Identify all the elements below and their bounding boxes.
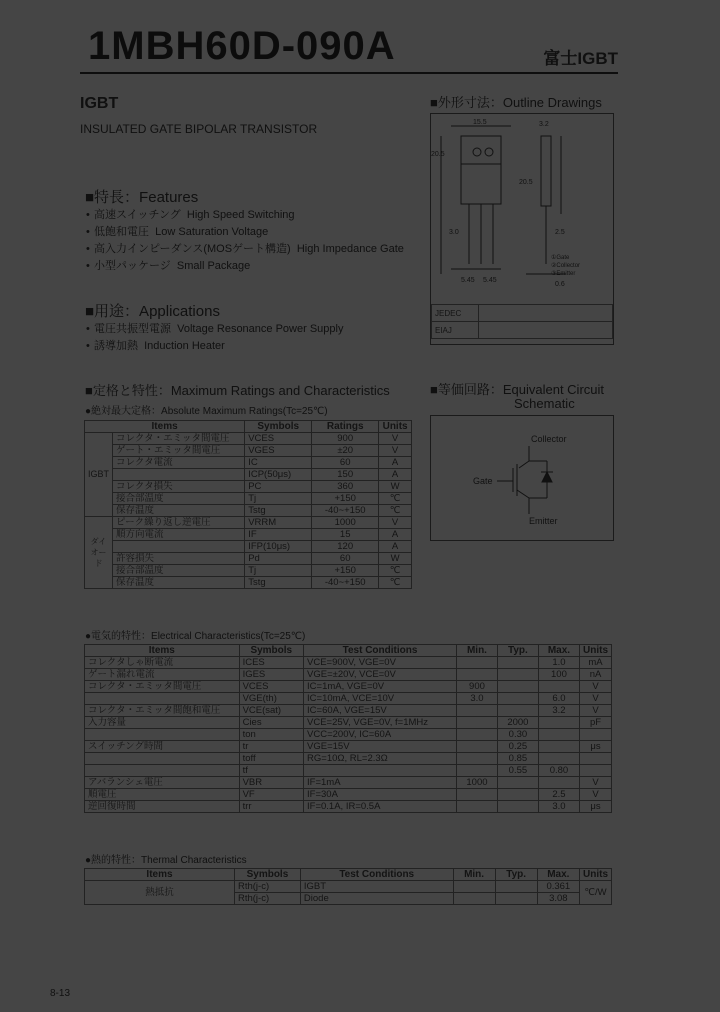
thermal-characteristics-table (84, 868, 612, 905)
pin-label: ②Collector (551, 263, 581, 269)
outline-dim: 5.45 (483, 277, 497, 284)
table-row: 許容損失 Pd 60 W (85, 553, 412, 565)
list-item: • 高速スイッチング High Speed Switching (86, 209, 295, 221)
table-row: ゲート・エミッタ間電圧 VGES ±20 V (85, 445, 412, 457)
table-row: 熱抵抗 Rth(j-c) IGBT 0.361 ℃/W (85, 881, 612, 893)
table-row: 順電圧 VF IF=30A 2.5 V (85, 789, 612, 801)
table-row: コレクタ損失 PC 360 W (85, 481, 412, 493)
table-row: スイッチング時間 tr VGE=15V 0.25 μs (85, 741, 612, 753)
pin-label: ①Gate (551, 255, 570, 261)
collector-label: Collector (531, 434, 567, 444)
table-row: コレクタしゃ断電流 ICES VCE=900V, VGE=0V 1.0 mA (85, 657, 612, 669)
applications-heading: ■用途：Applications (85, 303, 220, 320)
table-row: Rth(j-c) Diode 3.08 (85, 893, 612, 905)
table-row: 入力容量 Cies VCE=25V, VGE=0V, f=1MHz 2000 pF (85, 717, 612, 729)
outline-dim: 3.0 (449, 229, 459, 236)
table-row: コレクタ電流 IC 60 A (85, 457, 412, 469)
outline-dim: 0.6 (555, 281, 565, 288)
header-rule (80, 72, 618, 74)
list-item: • 誘導加熱 Induction Heater (86, 340, 225, 352)
table-row: toff RG=10Ω, RL=2.3Ω 0.85 (85, 753, 612, 765)
pin-label: ③Emitter (551, 271, 576, 277)
table-row: tf 0.55 0.80 (85, 765, 612, 777)
features-heading: ■特長：Features (85, 189, 199, 206)
emitter-label: Emitter (529, 516, 558, 526)
circuit-box (430, 415, 614, 541)
outline-dim: 20.5 (519, 179, 533, 186)
outline-dim: 2.5 (555, 229, 565, 236)
thermal-subheading: ●熱的特性：Thermal Characteristics (85, 855, 247, 866)
max-ratings-heading: ■定格と特性：Maximum Ratings and Characteristics (85, 383, 390, 398)
outline-standard-table (431, 304, 613, 339)
applications-list (86, 321, 343, 355)
page-number: 8-13 (50, 988, 71, 999)
outline-dim: 3.2 (539, 121, 549, 128)
outline-heading: ■外形寸法：Outline Drawings (430, 95, 602, 110)
outline-drawing-box (430, 113, 614, 345)
table-row: 保存温度 Tstg -40~+150 ℃ (85, 577, 412, 589)
table-row: 逆回復時間 trr IF=0.1A, IR=0.5A 3.0 μs (85, 801, 612, 813)
table-row: ゲート漏れ電流 IGES VGE=±20V, VCE=0V 100 nA (85, 669, 612, 681)
electrical-characteristics-table (84, 644, 612, 813)
table-header-row: Items Symbols Ratings Units (85, 421, 412, 433)
outline-dim: 20.5 (431, 151, 445, 158)
electrical-subheading: ●電気的特性：Electrical Characteristics(Tc=25℃) (85, 631, 306, 642)
circuit-heading-2: Schematic (514, 396, 575, 411)
table-row: IGBT コレクタ・エミッタ間電圧 VCES 900 V (85, 433, 412, 445)
table-row: VGE(th) IC=10mA, VCE=10V 3.0 6.0 V (85, 693, 612, 705)
table-row: アバランシェ電圧 VBR IF=1mA 1000 V (85, 777, 612, 789)
list-item: • 小型パッケージ Small Package (86, 260, 251, 272)
outline-dim: 5.45 (461, 277, 475, 284)
table-header-row: Items Symbols Test Conditions Min. Typ. Max. Units (85, 645, 612, 657)
table-row: EIAJ (432, 322, 613, 339)
abs-max-subheading: ●絶対最大定格：Absolute Maximum Ratings(Tc=25℃) (85, 406, 328, 417)
outline-dim: 15.5 (473, 119, 487, 126)
table-row: 接合部温度 Tj +150 ℃ (85, 565, 412, 577)
table-header-row: Items Symbols Test Conditions Min. Typ. Max. Units (85, 869, 612, 881)
equivalent-circuit-schematic (431, 416, 613, 540)
product-type: IGBT (80, 95, 119, 112)
table-row: ICP(50μs) 150 A (85, 469, 412, 481)
product-description: INSULATED GATE BIPOLAR TRANSISTOR (80, 122, 318, 136)
table-row: コレクタ・エミッタ間飽和電圧 VCE(sat) IC=60A, VGE=15V 3.2 V (85, 705, 612, 717)
gate-label: Gate (473, 476, 493, 486)
table-row: JEDEC (432, 305, 613, 322)
table-row: 保存温度 Tstg -40~+150 ℃ (85, 505, 412, 517)
table-row: 順方向電流 IF 15 A (85, 529, 412, 541)
circuit-heading: ■等価回路：Equivalent Circuit (430, 382, 605, 397)
table-row: コレクタ・エミッタ間電圧 VCES IC=1mA, VGE=0V 900 V (85, 681, 612, 693)
absolute-max-ratings-table (84, 420, 412, 589)
table-row: ダイオード ピーク繰り返し逆電圧 VRRM 1000 V (85, 517, 412, 529)
list-item: • 電圧共振型電源 Voltage Resonance Power Supply (86, 323, 344, 335)
outline-drawing (431, 114, 613, 304)
list-item: • 高入力インピーダンス(MOSゲート構造) High Impedance Gate (86, 243, 404, 255)
table-row: ton VCC=200V, IC=60A 0.30 (85, 729, 612, 741)
brand-label: 富士IGBT (543, 49, 618, 68)
features-list (86, 207, 404, 275)
table-row: IFP(10μs) 120 A (85, 541, 412, 553)
part-number-title: 1MBH60D-090A (88, 24, 396, 68)
list-item: • 低飽和電圧 Low Saturation Voltage (86, 226, 269, 238)
table-row: 接合部温度 Tj +150 ℃ (85, 493, 412, 505)
